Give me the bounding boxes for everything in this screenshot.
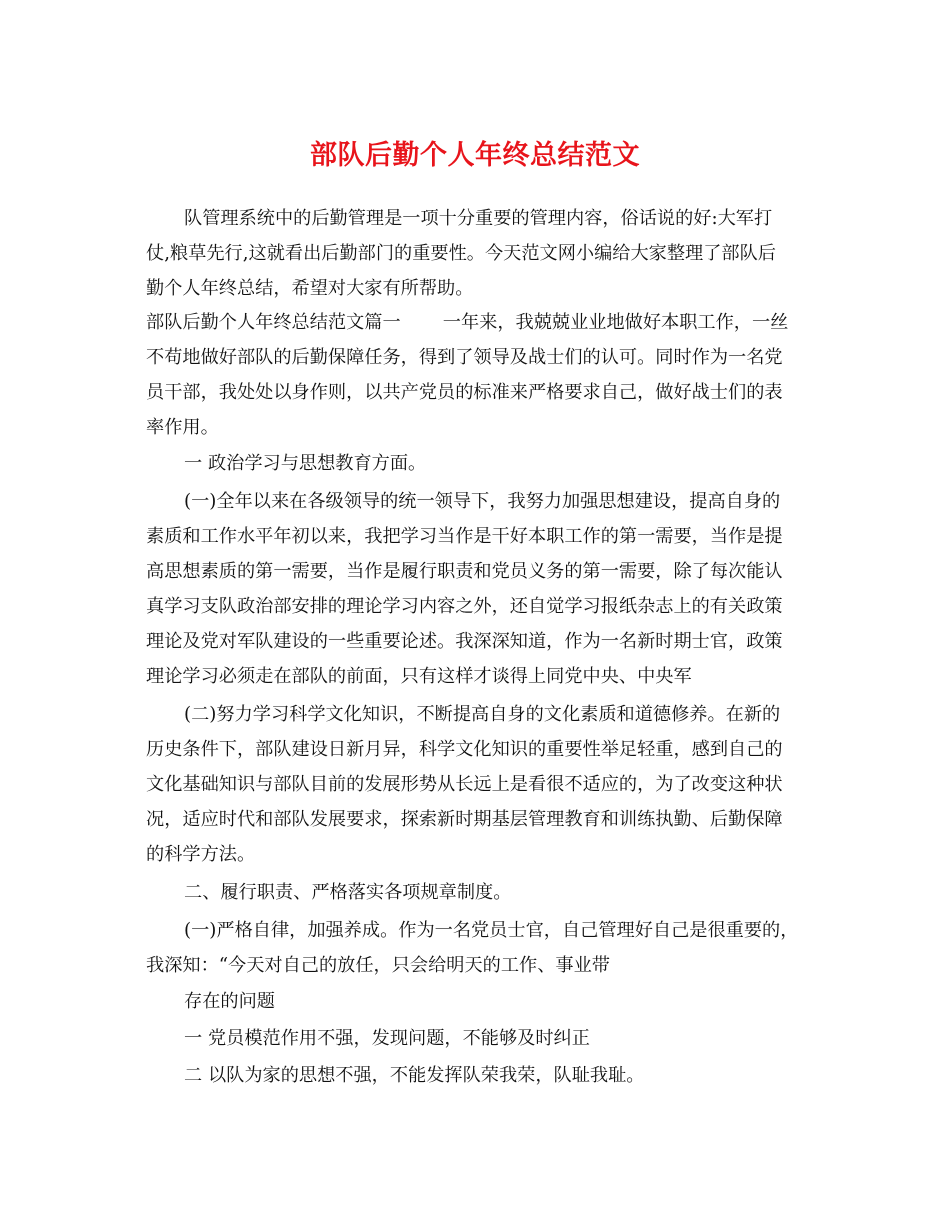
paragraph-line: 理论及党对军队建设的一些重要论述。我深深知道，作为一名新时期士官，政策 <box>146 631 783 652</box>
paragraph-line: (二)努力学习科学文化知识，不断提高自身的文化素质和道德修养。在新的 <box>184 704 781 725</box>
paragraph-line: 高思想素质的第一需要，当作是履行职责和党员义务的第一需要，除了每次能认 <box>146 561 783 582</box>
paragraph-line: 文化基础知识与部队目前的发展形势从长远上是看很不适应的，为了改变这种状 <box>146 774 783 795</box>
section-heading: 二、履行职责、严格落实各项规章制度。 <box>184 882 512 903</box>
section-heading: 一 政治学习与思想教育方面。 <box>184 453 427 474</box>
paragraph-line: 理论学习必须走在部队的前面，只有这样才谈得上同党中央、中央军 <box>146 666 692 687</box>
paragraph-line: 仗,粮草先行,这就看出后勤部门的重要性。今天范文网小编给大家整理了部队后 <box>146 243 776 264</box>
list-item: 二 以队为家的思想不强，不能发挥队荣我荣，队耻我耻。 <box>184 1065 645 1086</box>
paragraph-line: (一)严格自律，加强养成。作为一名党员士官，自己管理好自己是很重要的， <box>184 920 799 941</box>
paragraph-line: 队管理系统中的后勤管理是一项十分重要的管理内容，俗话说的好:大军打 <box>184 208 773 229</box>
paragraph-line: (一)全年以来在各级领导的统一领导下，我努力加强思想建设，提高自身的 <box>184 491 781 512</box>
section-heading: 存在的问题 <box>184 991 275 1012</box>
paragraph-line: 员干部，我处处以身作则，以共产党员的标准来严格要求自己，做好战士们的表 <box>146 382 783 403</box>
list-item: 一 党员模范作用不强，发现问题，不能够及时纠正 <box>184 1028 590 1049</box>
paragraph-line: 部队后勤个人年终总结范文篇一 一年来，我兢兢业业地做好本职工作，一丝 <box>146 312 789 333</box>
document-title: 部队后勤个人年终总结范文 <box>310 140 640 171</box>
paragraph-line: 我深知：“今天对自己的放任，只会给明天的工作、事业带 <box>146 955 610 976</box>
paragraph-line: 的科学方法。 <box>146 844 256 865</box>
paragraph-line: 历史条件下，部队建设日新月异，科学文化知识的重要性举足轻重，感到自己的 <box>146 739 783 760</box>
paragraph-line: 况，适应时代和部队发展要求，探索新时期基层管理教育和训练执勤、后勤保障 <box>146 809 783 830</box>
paragraph-line: 真学习支队政治部安排的理论学习内容之外，还自觉学习报纸杂志上的有关政策 <box>146 596 783 617</box>
paragraph-line: 不苟地做好部队的后勤保障任务，得到了领导及战士们的认可。同时作为一名党 <box>146 347 783 368</box>
paragraph-line: 素质和工作水平年初以来，我把学习当作是干好本职工作的第一需要，当作是提 <box>146 526 783 547</box>
paragraph-line: 率作用。 <box>146 417 219 438</box>
paragraph-line: 勤个人年终总结，希望对大家有所帮助。 <box>146 278 474 299</box>
